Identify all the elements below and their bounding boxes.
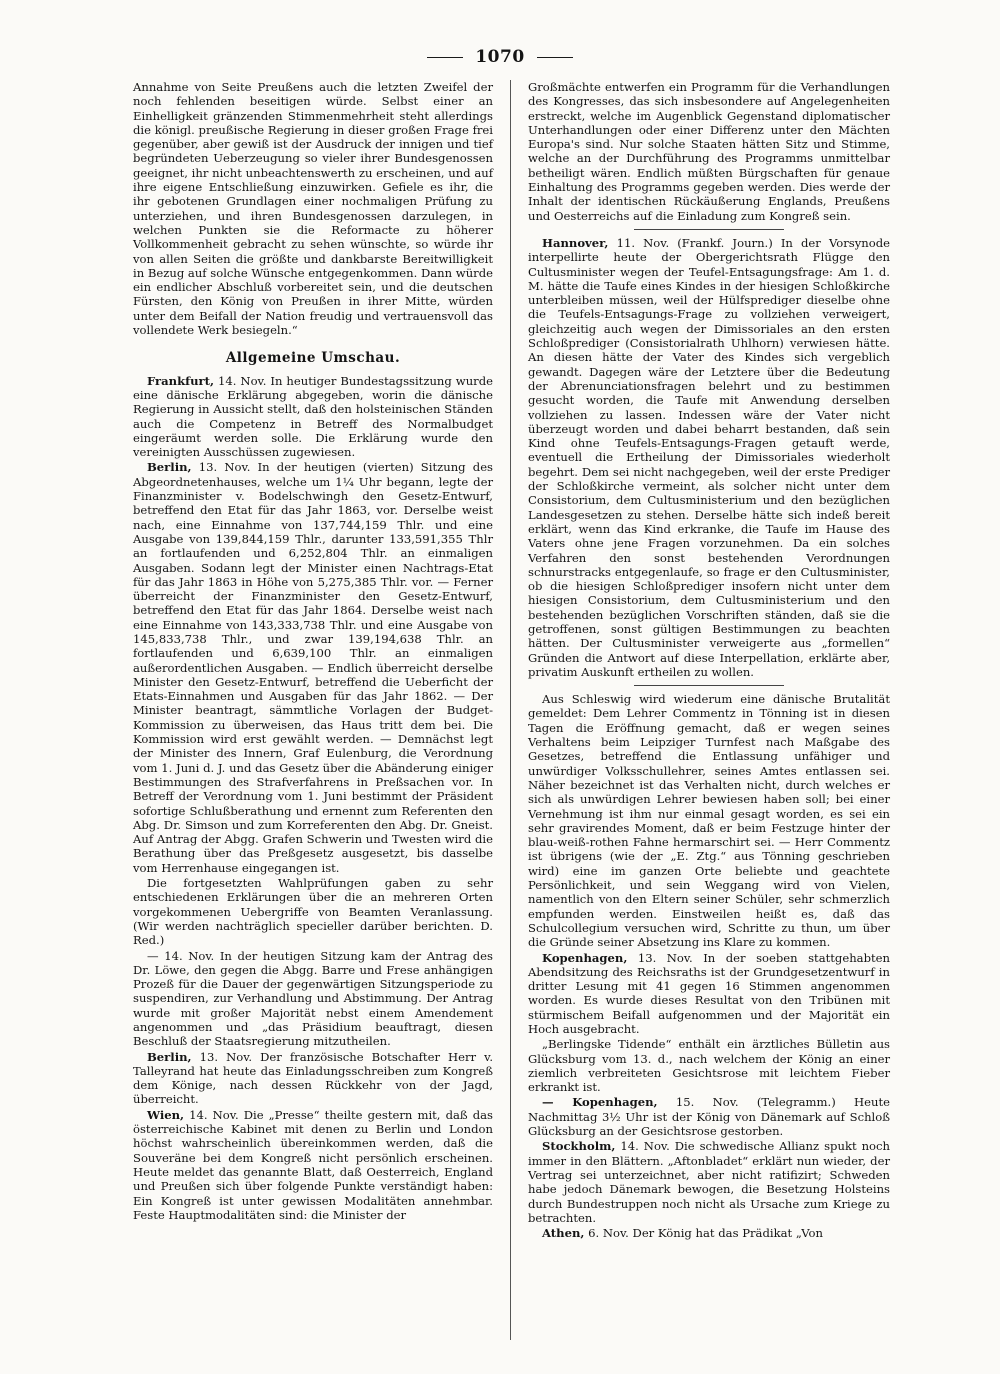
article-berlin-1: [133, 460, 493, 875]
header-rule-left: [427, 57, 463, 58]
article-berlin-2: [133, 1050, 493, 1107]
dateline-place: Berlin,: [147, 460, 192, 475]
left-column: [133, 80, 493, 1223]
dateline-place: Hannover,: [542, 235, 609, 250]
article-text: 15. Nov. (Telegramm.) Heute Nachmittag 3½ Uhr ist der König von Dänemark auf Schloß Glücksburg an der Gesichtsrose gestorben.: [528, 1095, 890, 1139]
article-wahlpruefungen: Die fortgesetzten Wahlprüfungen gaben zu sehr entschiedenen Erklärungen über die an mehreren Orten vorgekommenen Uebergriffe von Beamten Veranlassung. (Wir werden nachträglich specieller darüber berichten. D. Red.): [133, 876, 493, 948]
page-number: 1070: [475, 47, 525, 67]
intro-paragraph: Annahme von Seite Preußens auch die letzten Zweifel der noch fehlenden beseitigen würde. Selbst einer an Einhelligkeit gränzenden Stimmenmehrheit steht allerdings die königl. preußische Regierung in dieser großen Frage frei gegenüber, aber gewiß ist der Ausdruck der innigen und tief begründeten Ueberzeugung so vieler ihrer Bundesgenossen geeignet, ihr nicht unbeachtenswerth zu erscheinen, und auf ihre eigene Entschließung einzuwirken. Gefiele es ihr, die ihr gebotenen Grundlagen einer nochmaligen Prüfung zu unterziehen, und ihren Bundesgenossen darzulegen, in welchen Punkten sie die Reformacte zu höherer Vollkommenheit gebracht zu sehen wünschte, so würde ihr von allen Seiten die größte und dankbarste Bereitwilligkeit in Bezug auf solche Wünsche entgegenkommen. Dann würde ein endlicher Abschluß vorbereitet sein, und die deutschen Fürsten, den König von Preußen in ihrer Mitte, würden unter dem Beifall der Nation freudig und vertrauensvoll das vollendete Werk besiegeln.“: [133, 80, 494, 338]
article-text: 13. Nov. Der französische Botschafter Herr v. Talleyrand hat heute das Einladungsschreiben zum Kongreß dem Könige, nach dessen Rückkehr von der Jagd, überreicht.: [133, 1049, 494, 1107]
dateline-place: Kopenhagen,: [542, 950, 628, 965]
dateline-place: Stockholm,: [542, 1139, 616, 1154]
article-text: 14. Nov. In heutiger Bundestagssitzung wurde eine dänische Erklärung abgegeben, worin die dänische Regierung in Aussicht stellt, daß den holsteinischen Ständen auch die Competenz in Betreff des Normalbudget eingeräumt werden solle. Die Erklärung wurde den vereinigten Ausschüssen zugewiesen.: [133, 373, 493, 460]
header-rule-right: [537, 57, 573, 58]
dateline-place: Berlin,: [147, 1049, 192, 1064]
article-text: 14. Nov. Die schwedische Allianz spukt noch immer in den Blättern. „Aftonbladet“ erklärt nun wieder, der Vertrag sei unterzeichnet, aber nicht ratifizirt; Schweden habe jedoch Dänemark bewogen, die Besetzung Holsteins durch Bundestruppen noch nicht als Ursache zum Kriege zu betrachten.: [528, 1139, 890, 1225]
article-athen: [528, 1226, 890, 1240]
dateline-place: Frankfurt,: [147, 373, 215, 388]
article-text: 11. Nov. (Frankf. Journ.) In der Vorsynode interpellirte heute der Obergerichtsrath Flügge den Cultusminister wegen der Teufel-Entsagungsfrage: Am 1. d. M. hätte die Taufe eines Kindes in der hiesigen Schloßkirche unterbleiben müssen, weil der Hülfsprediger dieselbe ohne die Teufels-Entsagungs-Frage zu vollziehen verweigert, gleichzeitig auch wegen der Dimissoriales an den ersten Schloßprediger (Consistorialrath Uhlhorn) verwiesen hätte. An diesen hätte der Vater des Kindes sich vergeblich gewandt. Dagegen wäre der Letztere über die Bedeutung der Abrenunciationsfragen belehrt und zu bestimmen gesucht worden, die Taufe mit Anwendung derselben vollziehen zu lassen. Indessen wäre der Vater nicht überzeugt worden und dabei beharrt bestanden, daß sein Kind ohne Teufels-Entsagungs-Fragen getauft werde, eventuell die Ertheilung der Dimissoriales wiederholt begehrt. Dem sei nicht nachgegeben, weil der erste Prediger der Schloßkirche vermeint, als solcher nicht unter dem Consistorium, dem Cultusministerium und den bezüglichen Landesgesetzen zu stehen. Derselbe hätte sich indeß bereit erklärt, wenn das Kind erkranke, die Taufe im Hause des Vaters ohne jene Fragen vorzunehmen. Da ein solches Verfahren den sonst bestehenden Verordnungen schnurstracks entgegenlaufe, so frage er den Cultusminister, ob die hiesigen Schloßprediger insofern nicht unter dem hiesigen Consistorium, dem Cultusministerium und den bestehenden bezüglichen Vorschriften ständen, daß sie die getroffenen, sonst gültigen Bestimmungen zu beachten hätten. Der Cultusminister verweigerte aus „formellen“ Gründen die Antwort auf diese Interpellation, erklärte aber, privatim Auskunft ertheilen zu wollen.: [528, 235, 891, 679]
separator-rule: [634, 685, 784, 686]
article-kopenhagen-2: [528, 1095, 890, 1138]
article-stockholm: [528, 1139, 890, 1225]
article-frankfurt: [133, 374, 493, 460]
article-text: 13. Nov. In der heutigen (vierten) Sitzung des Abgeordnetenhauses, welche um 1¼ Uhr begann, legte der Finanzminister v. Bodelschwingh den Gesetz-Entwurf, betreffend den Etat für das Jahr 1863, vor. Derselbe weist nach, eine Einnahme von 137,744,159 Thlr. und eine Ausgabe von 139,844,159 Thlr., darunter 133,591,355 Thlr an fortlaufenden und 6,252,804 Thlr. an einmaligen Ausgaben. Sodann legt der Minister einen Nachtrags-Etat für das Jahr 1863 in Höhe von 5,275,385 Thlr. vor. — Ferner überreicht der Finanzminister den Gesetz-Entwurf, betreffend den Etat für das Jahr 1864. Derselbe weist nach eine Einnahme von 143,333,738 Thlr. und eine Ausgabe von 145,833,738 Thlr., und zwar 139,194,638 Thlr. an fortlaufenden und 6,639,100 Thlr. an einmaligen außerordentlichen Ausgaben. — Endlich überreicht derselbe Minister den Gesetz-Entwurf, betreffend die Ueberficht der Etats-Einnahmen und Ausgaben für das Jahr 1862. — Der Minister beantragt, sämmtliche Vorlagen der Budget-Kommission zu überweisen, das Haus tritt dem bei. Die Kommission wird erst gewählt werden. — Demnächst legt der Minister des Innern, Graf Eulenburg, die Verordnung vom 1. Juni d. J. und das Gesetz über die Abänderung einiger Bestimmungen des Strafverfahrens in Preßsachen vor. In Betreff der Verordnung vom 1. Juni bestimmt der Präsident sofortige Schlußberathung und ernennt zum Referenten den Abg. Dr. Simson und zum Korreferenten den Abg. Dr. Gneist. Auf Antrag der Abgg. Grafen Schwerin und Twesten wird die Berathung über das Preßgesetz ausgesetzt, bis dasselbe vom Herrenhause eingegangen ist.: [133, 460, 494, 875]
article-berlingske: „Berlingske Tidende“ enthält ein ärztliches Bülletin aus Glücksburg vom 13. d., nach welchem der König an einer ziemlich verbreiteten Gesichtsrose mit leichtem Fieber erkrankt ist.: [528, 1037, 890, 1095]
article-wien: [133, 1108, 493, 1222]
dateline-place: Athen,: [542, 1226, 585, 1241]
dateline-place: Wien,: [147, 1107, 185, 1122]
article-text: 6. Nov. Der König hat das Prädikat „Von: [588, 1226, 824, 1241]
continued-paragraph: Großmächte entwerfen ein Programm für die Verhandlungen des Kongresses, das sich insbesondere auf Angelegenheiten erstreckt, welche im Augenblick Gegenstand diplomatischer Unterhandlungen oder einer Differenz unter den Mächten Europa's sind. Nur solche Staaten hätten Sitz und Stimme, welche an der Durchführung des Programms unmittelbar betheiligt wären. Endlich müßten Bürgschaften für genaue Einhaltung des Programms gegeben werden. Dies werde der Inhalt der identischen Rückäußerung Englands, Preußens und Oesterreichs auf die Einladung zum Kongreß sein.: [528, 80, 890, 223]
separator-rule: [634, 229, 784, 230]
article-text: 13. Nov. In der soeben stattgehabten Abendsitzung des Reichsraths ist der Grundgesetzentwurf in dritter Lesung mit 41 gegen 16 Stimmen angenommen worden. Es wurde dieses Resultat von den Tribünen mit stürmischem Beifall aufgenommen und der Majorität ein Hoch ausgebracht.: [528, 950, 890, 1036]
section-heading: Allgemeine Umschau.: [225, 350, 401, 367]
dateline-place: — Kopenhagen,: [542, 1095, 658, 1110]
page-header: [0, 44, 1000, 70]
article-text: 14. Nov. Die „Presse“ theilte gestern mit, daß das österreichische Kabinet mit denen zu Berlin und London höchst wahrscheinlich übereinkommen werden, daß die Souveräne bei dem Kongreß nicht persönlich erscheinen. Heute meldet das genannte Blatt, daß Oesterreich, England und Preußen sich über folgende Punkte verständigt haben: Ein Kongreß ist unter gewissen Modalitäten annehmbar. Feste Hauptmodalitäten sind: die Minister der: [133, 1107, 493, 1222]
article-hannover: [528, 236, 890, 679]
article-schleswig: Aus Schleswig wird wiederum eine dänische Brutalität gemeldet: Dem Lehrer Commentz in Tönning ist in diesen Tagen die Eröffnung gemacht, daß er wegen seines Verhaltens beim Leipziger Turnfest nach Maßgabe des Gesetzes, betreffend die Entlassung unfähiger und unwürdiger Volksschullehrer, seines Amtes entlassen sei. Näher bezeichnet ist das Verhalten nicht, durch welches er sich als unwürdigen Lehrer bewiesen haben soll; bei einer Vernehmung ist ihm nur einmal gesagt worden, es sei ein sehr gravirendes Moment, daß er beim Festzuge hinter der blau-weiß-rothen Fahne hermarschirt sei. — Herr Commentz ist übrigens (wie der „E. Ztg.“ aus Tönning geschrieben wird) eine im ganzen Orte beliebte und geachtete Persönlichkeit, und sein Weggang wird von Vielen, namentlich von den Eltern seiner Schüler, sehr schmerzlich empfunden werden. Einstweilen heißt es, daß das Schulcollegium versuchen wird, Schritte zu thun, um über die Gründe seiner Absetzung ins Klare zu kommen.: [528, 692, 890, 950]
article-kopenhagen-1: [528, 951, 890, 1037]
right-column: [528, 80, 890, 1241]
article-berlin-14-nov: — 14. Nov. In der heutigen Sitzung kam der Antrag des Dr. Löwe, den gegen die Abgg. Barre und Frese anhängigen Prozeß für die Dauer der gegenwärtigen Sitzungsperiode zu suspendiren, zur Verhandlung und Abstimmung. Der Antrag wurde mit großer Majorität nebst einem Amendement angenommen und „das Präsidium beauftragt, diesen Beschluß der Staatsregierung mitzutheilen.: [133, 948, 493, 1049]
